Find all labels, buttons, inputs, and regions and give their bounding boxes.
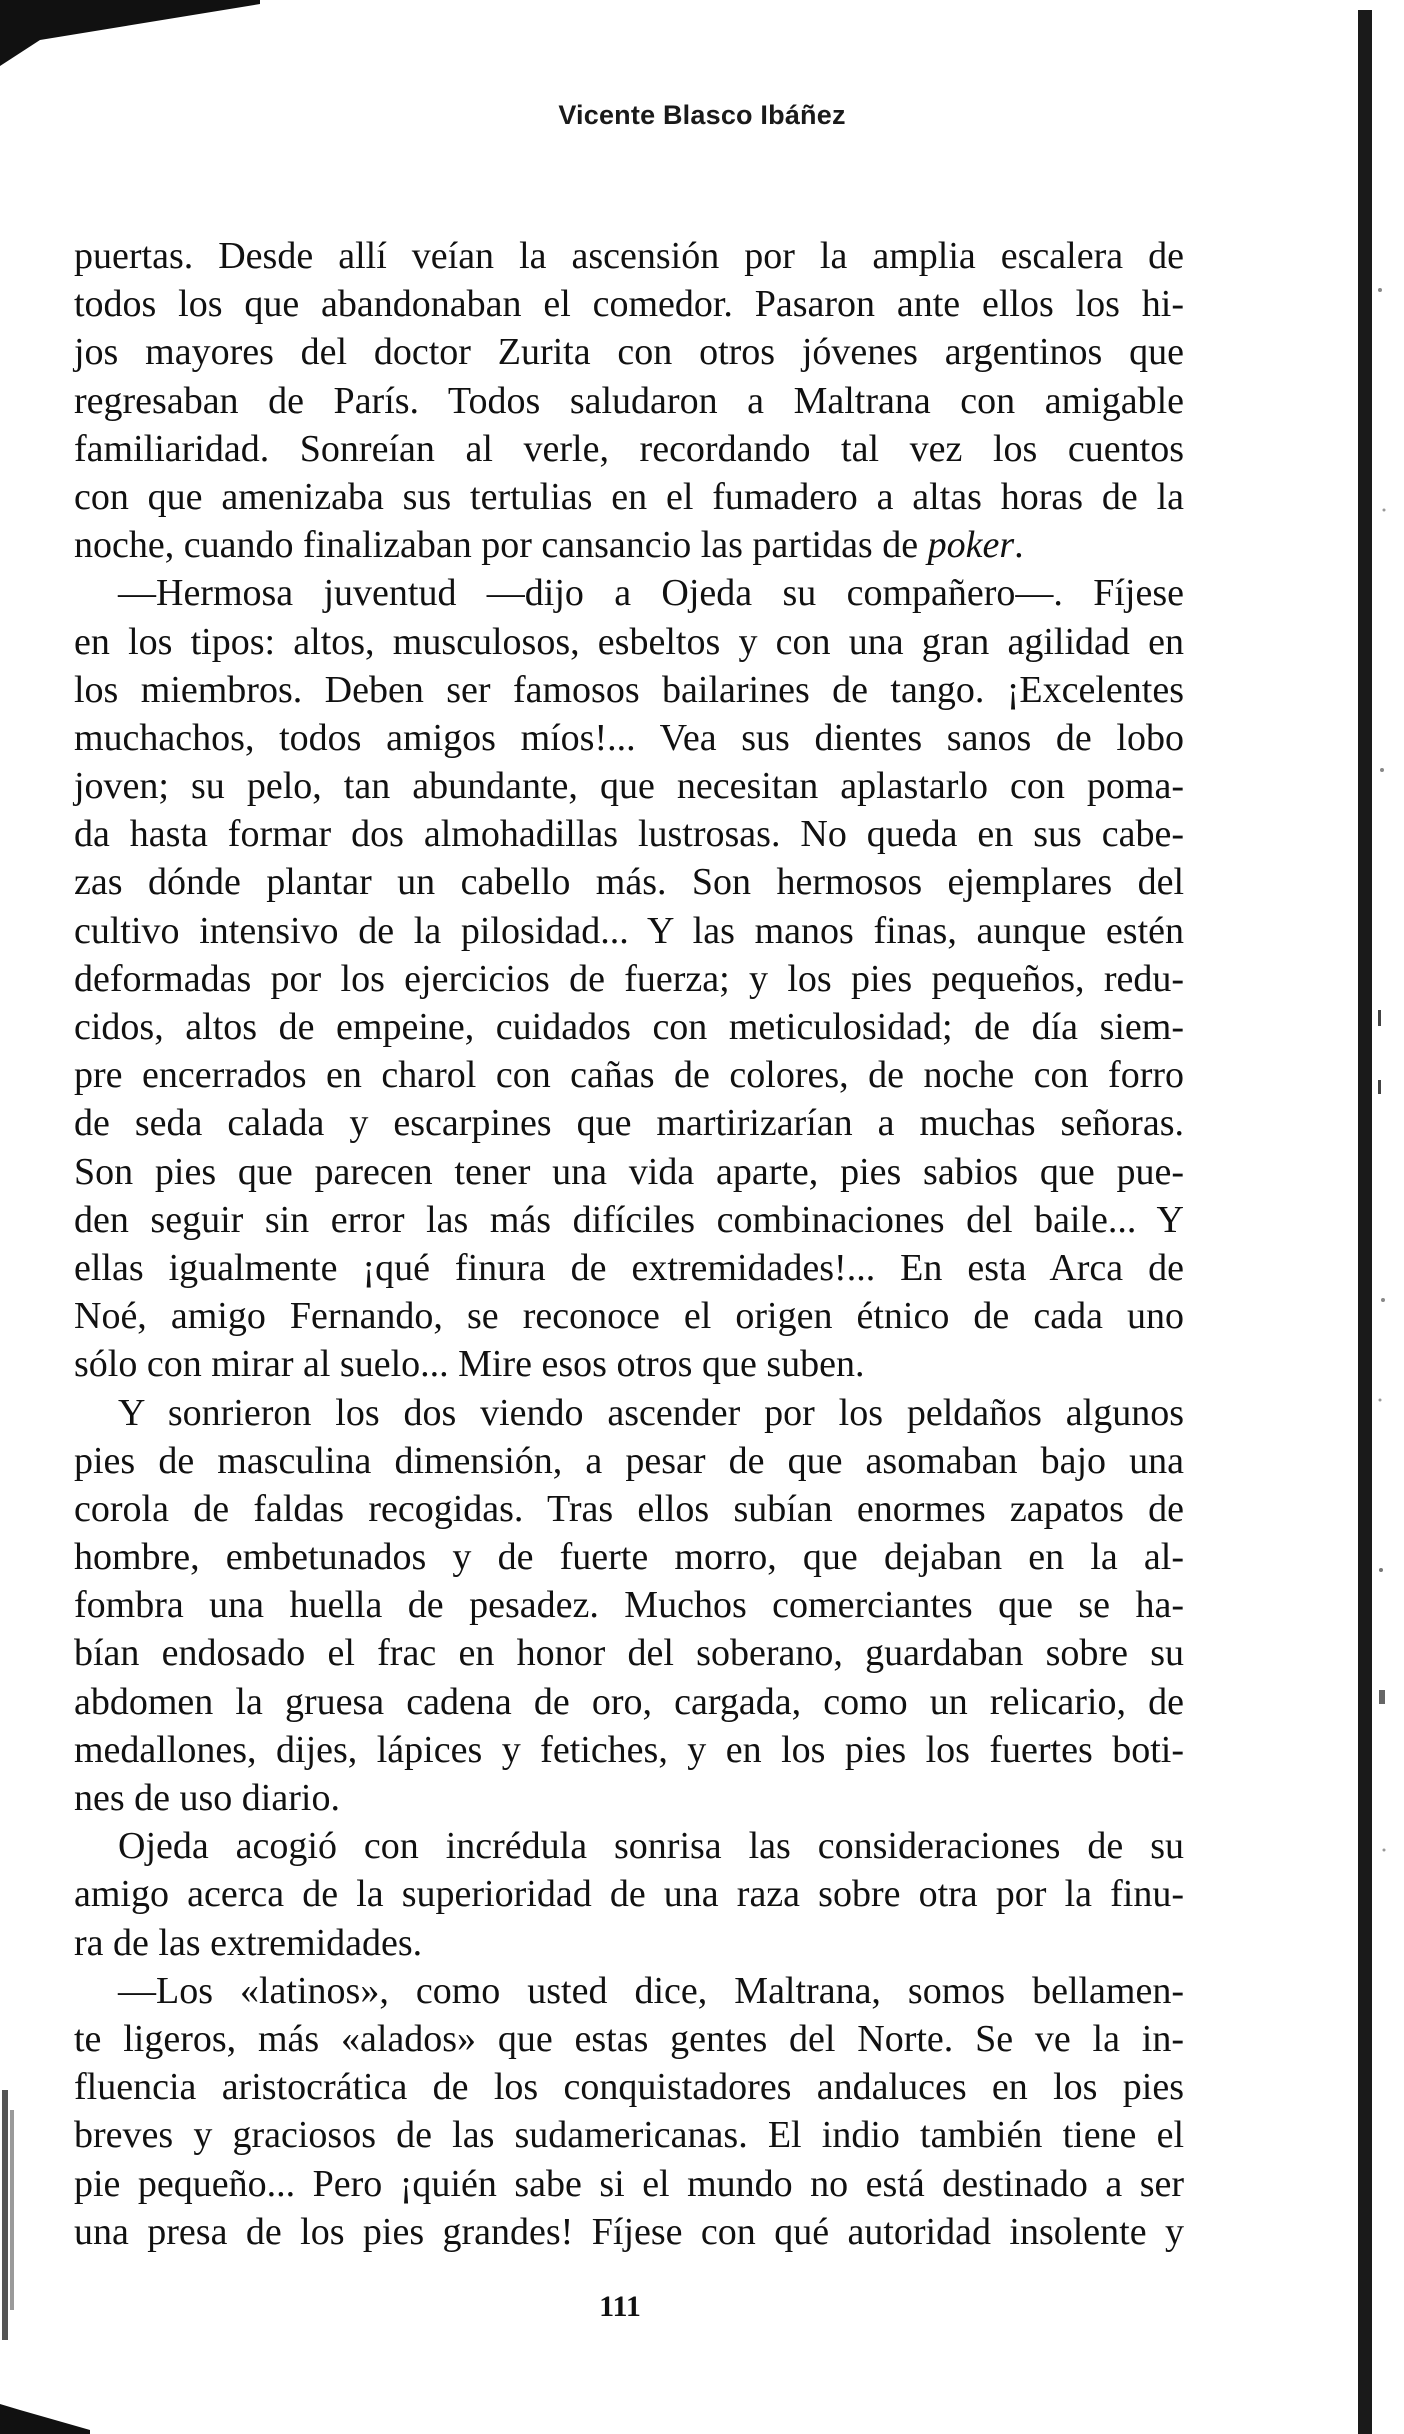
text-line: una presa de los pies grandes! Fíjese con qué autoridad insolente y	[74, 2210, 1184, 2253]
text-line: noche, cuando finalizaban por cansancio las partidas de poker.	[74, 524, 1024, 567]
text-line: Y sonrieron los dos viendo ascender por los peldaños algunos	[118, 1391, 1184, 1434]
text-line: en los tipos: altos, musculosos, esbeltos y con una gran agilidad en	[74, 620, 1184, 663]
text-line: den seguir sin error las más difíciles combinaciones del baile... Y	[74, 1198, 1184, 1241]
page-number: 111	[599, 2290, 641, 2323]
scan-margin-specks	[1374, 250, 1404, 1950]
text-line: medallones, dijes, lápices y fetiches, y en los pies los fuertes boti-	[74, 1728, 1184, 1771]
text-line: abdomen la gruesa cadena de oro, cargada, como un relicario, de	[74, 1680, 1184, 1723]
text-line: muchachos, todos amigos míos!... Vea sus dientes sanos de lobo	[74, 716, 1184, 759]
running-header: Vicente Blasco Ibáñez	[558, 100, 846, 130]
text-line: zas dónde plantar un cabello más. Son hermosos ejemplares del	[74, 861, 1184, 904]
text-line: joven; su pelo, tan abundante, que necesitan aplastarlo con poma-	[74, 765, 1184, 808]
text-line: familiaridad. Sonreían al verle, recordando tal vez los cuentos	[74, 427, 1184, 470]
text-line: te ligeros, más «alados» que estas gentes del Norte. Se ve la in-	[74, 2017, 1184, 2060]
body-text	[74, 232, 1184, 2256]
text-line: amigo acerca de la superioridad de una raza sobre otra por la finu-	[74, 1873, 1184, 1916]
text-line: ra de las extremidades.	[74, 1921, 423, 1964]
text-line: deformadas por los ejercicios de fuerza; y los pies pequeños, redu-	[74, 957, 1184, 1000]
scan-corner-mark-top	[0, 0, 260, 70]
text-line: ellas igualmente ¡qué finura de extremidades!... En esta Arca de	[74, 1246, 1184, 1289]
text-line: fombra una huella de pesadez. Muchos comerciantes que se ha-	[74, 1584, 1184, 1627]
text-line: los miembros. Deben ser famosos bailarines de tango. ¡Excelentes	[74, 668, 1184, 711]
text-line: de seda calada y escarpines que martirizarían a muchas señoras.	[74, 1102, 1184, 1145]
text-line: Ojeda acogió con incrédula sonrisa las consideraciones de su	[118, 1825, 1184, 1868]
scan-corner-mark-bottom	[0, 2400, 90, 2434]
text-line: corola de faldas recogidas. Tras ellos subían enormes zapatos de	[74, 1487, 1184, 1530]
text-line: pies de masculina dimensión, a pesar de que asomaban bajo una	[74, 1439, 1184, 1482]
text-line: con que amenizaba sus tertulias en el fumadero a altas horas de la	[74, 475, 1184, 518]
text-line: sólo con mirar al suelo... Mire esos otros que suben.	[74, 1343, 865, 1386]
page-binding-edge	[1358, 10, 1372, 2434]
text-line: Son pies que parecen tener una vida aparte, pies sabios que pue-	[74, 1150, 1184, 1193]
text-line: breves y graciosos de las sudamericanas. El indio también tiene el	[74, 2114, 1184, 2157]
text-line: todos los que abandonaban el comedor. Pasaron ante ellos los hi-	[74, 283, 1184, 326]
italic-word: poker	[927, 524, 1015, 567]
text-line: bían endosado el frac en honor del soberano, guardaban sobre su	[74, 1632, 1184, 1675]
text-line: Noé, amigo Fernando, se reconoce el origen étnico de cada uno	[74, 1295, 1184, 1338]
text-line: fluencia aristocrática de los conquistadores andaluces en los pies	[74, 2066, 1184, 2109]
text-line: jos mayores del doctor Zurita con otros jóvenes argentinos que	[74, 331, 1184, 374]
text-line: —Hermosa juventud —dijo a Ojeda su compañero—. Fíjese	[118, 572, 1184, 615]
text-line: pre encerrados en charol con cañas de colores, de noche con forro	[74, 1054, 1184, 1097]
text-line: regresaban de París. Todos saludaron a Maltrana con amigable	[74, 379, 1184, 422]
text-line: cidos, altos de empeine, cuidados con meticulosidad; de día siem-	[74, 1006, 1184, 1048]
text-line: puertas. Desde allí veían la ascensión por la amplia escalera de	[74, 235, 1184, 277]
text-line: —Los «latinos», como usted dice, Maltrana, somos bellamen-	[118, 1969, 1184, 2012]
text-line: cultivo intensivo de la pilosidad... Y las manos finas, aunque estén	[74, 909, 1184, 952]
text-line: hombre, embetunados y de fuerte morro, que dejaban en la al-	[74, 1536, 1184, 1579]
text-line: nes de uso diario.	[74, 1777, 340, 1819]
text-line: da hasta formar dos almohadillas lustrosas. No queda en sus cabe-	[74, 813, 1184, 856]
text-line: pie pequeño... Pero ¡quién sabe si el mundo no está destinado a ser	[74, 2162, 1184, 2205]
